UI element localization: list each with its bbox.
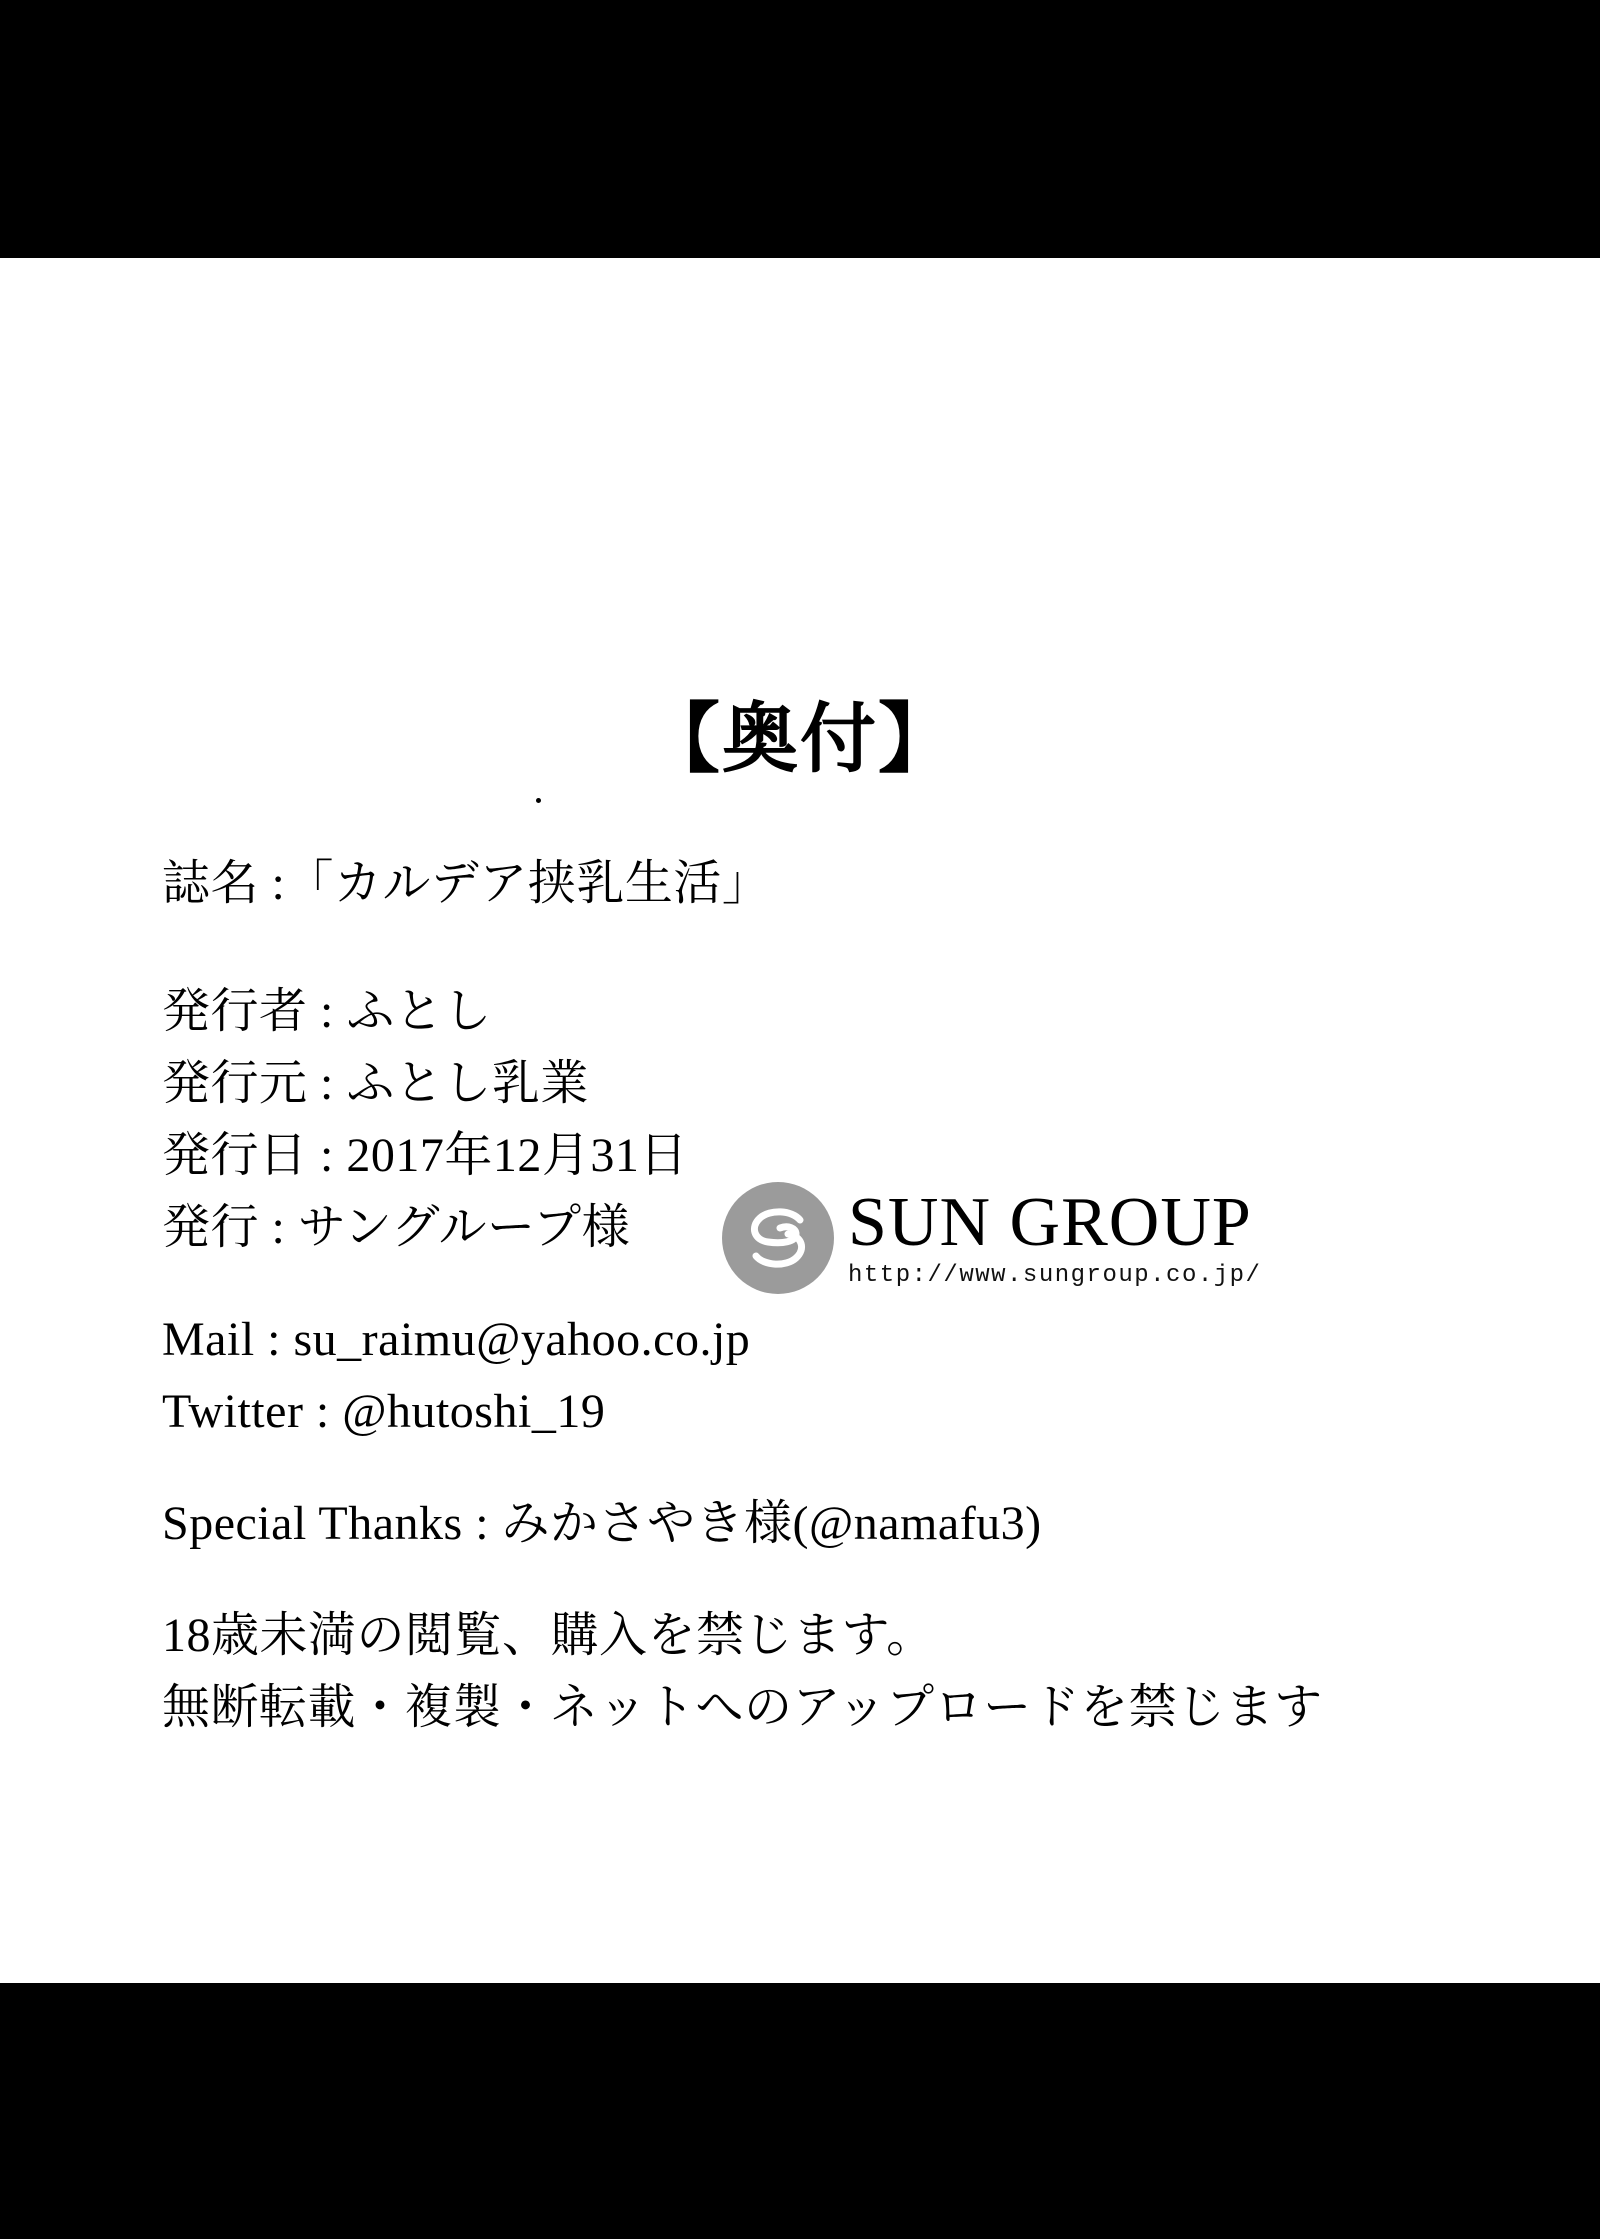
publication-date-line: 発行日 : 2017年12月31日 bbox=[162, 1129, 688, 1182]
logo-wordmark: SUN GROUP bbox=[848, 1183, 1252, 1261]
colophon-body bbox=[162, 848, 1462, 1744]
colophon-page bbox=[0, 258, 1600, 1983]
issuer-line: 発行 : サングループ様 bbox=[162, 1201, 631, 1254]
publisher-line: 発行元 : ふとし乳業 bbox=[162, 1057, 589, 1110]
decorative-dot bbox=[536, 798, 541, 803]
mail-line: Mail : su_raimu@yahoo.co.jp bbox=[162, 1313, 751, 1366]
copyright-notice: 無断転載・複製・ネットへのアップロードを禁じます bbox=[162, 1681, 1323, 1734]
page-title: 【奥付】 bbox=[644, 698, 956, 782]
logo-url: http://www.sungroup.co.jp/ bbox=[848, 1261, 1262, 1289]
sun-group-logo bbox=[722, 1182, 1261, 1294]
age-restriction-notice: 18歳未満の閲覧、購入を禁じます。 bbox=[162, 1609, 935, 1662]
author-line: 発行者 : ふとし bbox=[162, 985, 492, 1038]
twitter-line: Twitter : @hutoshi_19 bbox=[162, 1385, 606, 1438]
logo-text-block bbox=[848, 1183, 1262, 1289]
sun-swirl-icon bbox=[722, 1182, 834, 1294]
magazine-title-line: 誌名 :「カルデア挟乳生活」 bbox=[162, 857, 771, 910]
special-thanks-line: Special Thanks : みかさやき様(@namafu3) bbox=[162, 1497, 1042, 1550]
issuer-row bbox=[162, 1183, 1462, 1289]
